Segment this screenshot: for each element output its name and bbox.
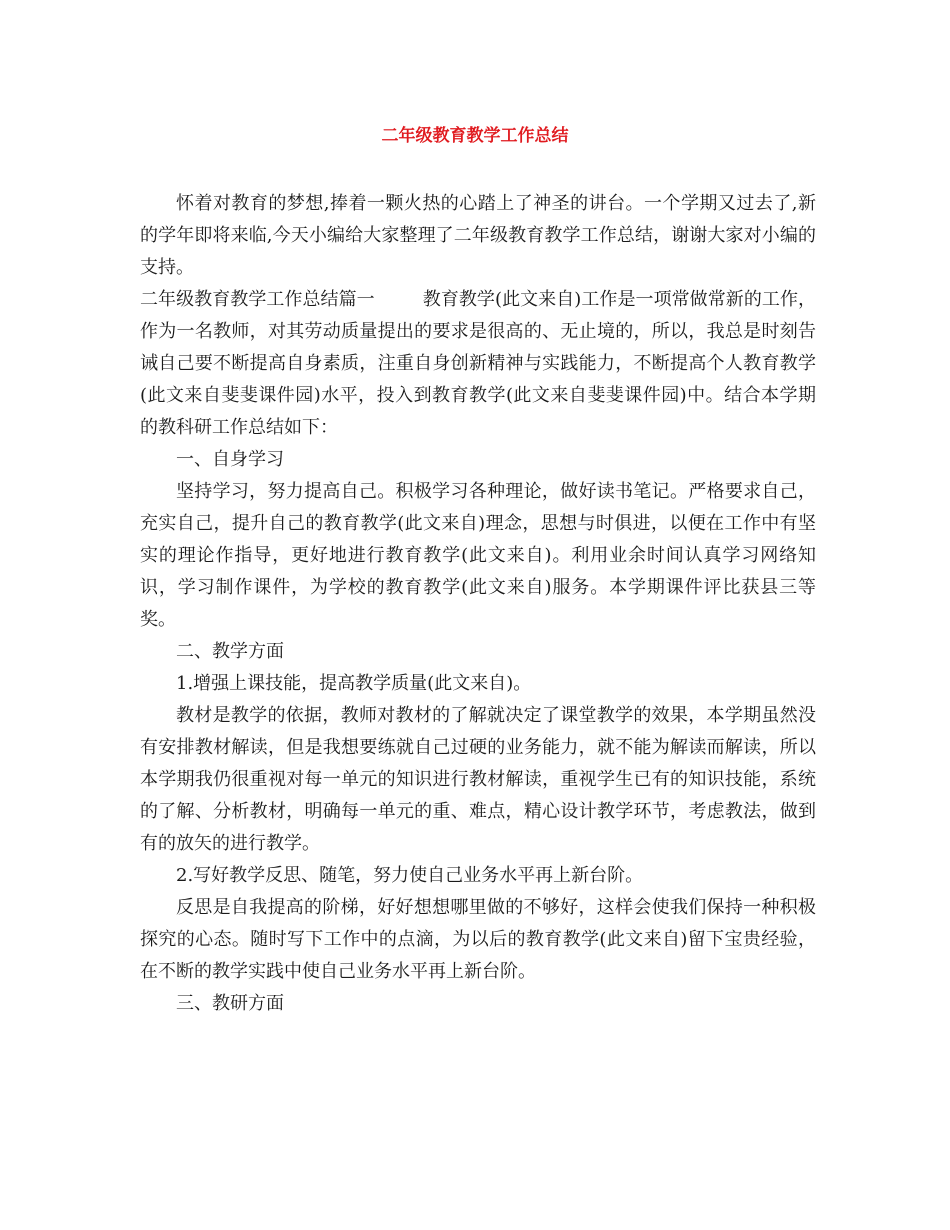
section1-paragraph: 坚持学习，努力提高自己。积极学习各种理论，做好读书笔记。严格要求自己，充实自己，提升自己的教育教学(此文来自)理念，思想与时俱进，以便在工作中有坚实的理论作指导，更好地进行教育教学(此文来自)。利用业余时间认真学习网络知识，学习制作课件，为学校的教育教学(此文来自)服务。本学期课件评比获县三等奖。 — [140, 481, 816, 630]
section2-item2-paragraph: 反思是自我提高的阶梯，好好想想哪里做的不够好，这样会使我们保持一种积极探究的心态。随时写下工作中的点滴，为以后的教育教学(此文来自)留下宝贵经验，在不断的教学实践中使自己业务水平再上新台阶。 — [140, 897, 816, 982]
section2-item2-heading: 2.写好教学反思、随笔，努力使自己业务水平再上新台阶。 — [176, 865, 644, 886]
part-intro-text: 教育教学(此文来自)工作是一项常做常新的工作，作为一名教师，对其劳动质量提出的要求是很高的、无止境的，所以，我总是时刻告诫自己要不断提高自身素质，注重自身创新精神与实践能力，不断提高个人教育教学(此文来自斐斐课件园)水平，投入到教育教学(此文来自斐斐课件园)中。结合本学期的教科研工作总结如下： — [140, 289, 817, 438]
part-heading: 二年级教育教学工作总结篇一 — [140, 289, 375, 310]
section1-heading: 一、自身学习 — [176, 449, 284, 470]
intro-paragraph: 怀着对教育的梦想,捧着一颗火热的心踏上了神圣的讲台。一个学期又过去了,新的学年即将来临,今天小编给大家整理了二年级教育教学工作总结，谢谢大家对小编的支持。 — [140, 193, 816, 278]
section2-item1-heading: 1.增强上课技能，提高教学质量(此文来自)。 — [176, 673, 532, 694]
section3-heading: 三、教研方面 — [176, 993, 284, 1014]
part-intro-paragraph — [140, 284, 816, 444]
document-body — [140, 188, 816, 1020]
section2-item1-paragraph: 教材是教学的依据，教师对教材的了解就决定了课堂教学的效果，本学期虽然没有安排教材解读，但是我想要练就自己过硬的业务能力，就不能为解读而解读，所以本学期我仍很重视对每一单元的知识进行教材解读，重视学生已有的知识技能，系统的了解、分析教材，明确每一单元的重、难点，精心设计教学环节，考虑教法，做到有的放矢的进行教学。 — [140, 705, 816, 854]
section2-heading: 二、教学方面 — [176, 641, 284, 662]
document-title: 二年级教育教学工作总结 — [381, 126, 569, 146]
